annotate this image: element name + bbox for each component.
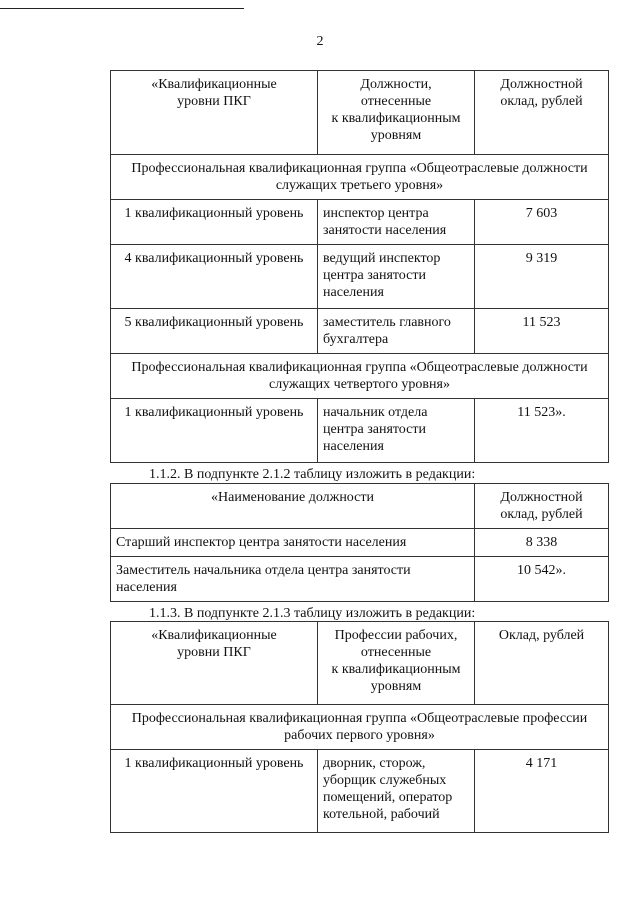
table-row	[111, 309, 609, 354]
position-name-cell: Старший инспектор центра занятости населения	[111, 529, 475, 557]
table-header-row	[111, 71, 609, 155]
salary-table-employees	[110, 70, 609, 463]
level-cell: 4 квалификационный уровень	[111, 245, 318, 309]
group-row	[111, 705, 609, 750]
salary-cell: 9 319	[475, 245, 609, 309]
level-cell: 1 квалификационный уровень	[111, 200, 318, 245]
header-salary: Должностной оклад, рублей	[475, 484, 609, 529]
group-title: Профессиональная квалификационная группа «Общеотраслевые профессии рабочих первого уровня»	[111, 705, 609, 750]
position-cell: заместитель главного бухгалтера	[318, 309, 475, 354]
table-row	[111, 200, 609, 245]
salary-cell: 8 338	[475, 529, 609, 557]
salary-cell: 11 523	[475, 309, 609, 354]
level-cell: 5 квалификационный уровень	[111, 309, 318, 354]
salary-cell: 11 523».	[475, 399, 609, 463]
salary-cell: 10 542».	[475, 557, 609, 602]
header-positions: Должности, отнесенные к квалификационным уровням	[318, 71, 475, 155]
table-row	[111, 245, 609, 309]
table-header-row	[111, 622, 609, 705]
header-position-name: «Наименование должности	[111, 484, 475, 529]
group-title: Профессиональная квалификационная группа «Общеотраслевые должности служащих третьего уровня»	[111, 155, 609, 200]
level-cell: 1 квалификационный уровень	[111, 399, 318, 463]
position-cell: начальник отдела центра занятости населения	[318, 399, 475, 463]
table-row	[111, 529, 609, 557]
position-name-cell: Заместитель начальника отдела центра занятости населения	[111, 557, 475, 602]
position-cell: инспектор центра занятости населения	[318, 200, 475, 245]
page-number: 2	[316, 34, 324, 49]
top-rule	[0, 8, 244, 9]
salary-table-positions	[110, 483, 609, 602]
table-row	[111, 399, 609, 463]
instruction-paragraph: 1.1.3. В подпункте 2.1.3 таблицу изложить в редакции:	[149, 606, 476, 621]
group-row	[111, 354, 609, 399]
header-salary: Должностной оклад, рублей	[475, 71, 609, 155]
position-cell: ведущий инспектор центра занятости населения	[318, 245, 475, 309]
header-qualification-levels: «Квалификационные уровни ПКГ	[111, 71, 318, 155]
position-cell: дворник, сторож, уборщик служебных помещений, оператор котельной, рабочий	[318, 750, 475, 833]
salary-cell: 7 603	[475, 200, 609, 245]
header-salary: Оклад, рублей	[475, 622, 609, 705]
level-cell: 1 квалификационный уровень	[111, 750, 318, 833]
table-row	[111, 750, 609, 833]
salary-table-workers	[110, 621, 609, 833]
group-row	[111, 155, 609, 200]
table-header-row	[111, 484, 609, 529]
header-professions: Профессии рабочих, отнесенные к квалификационным уровням	[318, 622, 475, 705]
salary-cell: 4 171	[475, 750, 609, 833]
group-title: Профессиональная квалификационная группа «Общеотраслевые должности служащих четвертого уровня»	[111, 354, 609, 399]
header-qualification-levels: «Квалификационные уровни ПКГ	[111, 622, 318, 705]
table-row	[111, 557, 609, 602]
instruction-paragraph: 1.1.2. В подпункте 2.1.2 таблицу изложить в редакции:	[149, 467, 476, 482]
